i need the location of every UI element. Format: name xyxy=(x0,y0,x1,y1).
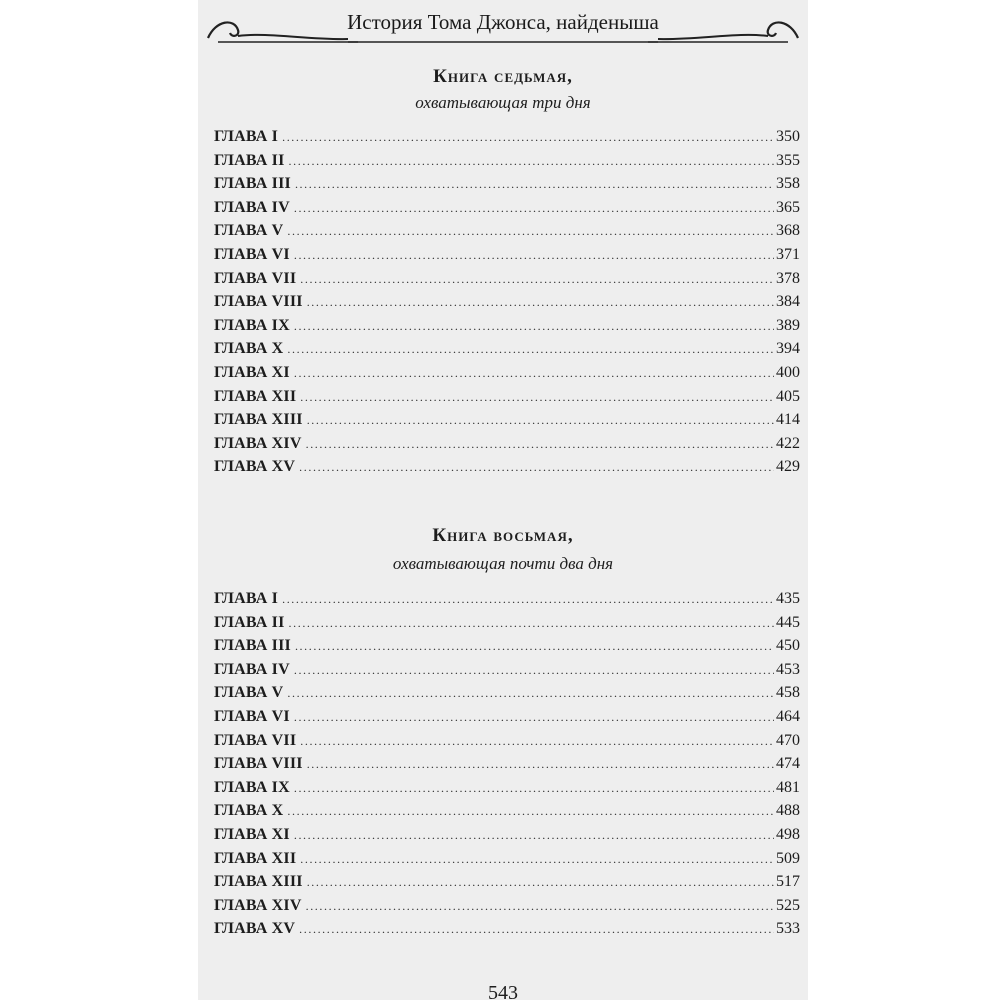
chapter-label: ГЛАВА XII xyxy=(214,387,297,405)
leader-dots xyxy=(307,295,774,310)
leader-dots xyxy=(294,248,774,263)
toc-entry xyxy=(214,222,800,246)
chapter-label: ГЛАВА VIII xyxy=(214,755,303,773)
chapter-label: ГЛАВА X xyxy=(214,802,284,820)
chapter-page-number: 429 xyxy=(776,458,800,476)
toc-entry xyxy=(214,637,800,661)
leader-dots xyxy=(300,272,774,287)
leader-dots xyxy=(287,342,774,357)
toc-entry xyxy=(214,317,800,341)
toc-entry xyxy=(214,128,800,152)
chapter-label: ГЛАВА I xyxy=(214,128,279,145)
leader-dots xyxy=(282,592,774,607)
toc-entry xyxy=(214,779,800,803)
chapter-page-number: 450 xyxy=(776,637,800,655)
leader-dots xyxy=(295,177,774,192)
chapter-page-number: 400 xyxy=(776,363,800,381)
leader-dots xyxy=(300,734,774,749)
leader-dots xyxy=(294,366,774,381)
chapter-page-number: 365 xyxy=(776,198,800,216)
book-page xyxy=(198,0,808,1004)
chapter-page-number: 474 xyxy=(776,755,800,773)
leader-dots xyxy=(287,224,774,239)
toc-entry xyxy=(214,199,800,223)
toc-entry xyxy=(214,175,800,199)
toc-entry xyxy=(214,661,800,685)
toc-entry xyxy=(214,708,800,732)
chapter-page-number: 384 xyxy=(776,293,800,311)
leader-dots xyxy=(294,781,774,796)
toc-entry xyxy=(214,388,800,412)
chapter-page-number: 422 xyxy=(776,434,800,452)
leader-dots xyxy=(289,616,774,631)
leader-dots xyxy=(299,922,774,937)
chapter-page-number: 464 xyxy=(776,707,800,725)
chapter-label: ГЛАВА II xyxy=(214,151,285,169)
chapter-label: ГЛАВА I xyxy=(214,590,279,607)
toc-entry xyxy=(214,732,800,756)
toc-entry xyxy=(214,614,800,638)
page-number: 543 xyxy=(488,982,518,1004)
chapter-page-number: 488 xyxy=(776,802,800,820)
toc-entry xyxy=(214,152,800,176)
toc-entry xyxy=(214,411,800,435)
chapter-page-number: 405 xyxy=(776,387,800,405)
chapter-label: ГЛАВА III xyxy=(214,637,291,655)
leader-dots xyxy=(306,899,774,914)
chapter-page-number: 350 xyxy=(776,128,800,145)
toc-entry xyxy=(214,920,800,944)
chapter-page-number: 414 xyxy=(776,411,800,429)
chapter-page-number: 435 xyxy=(776,590,800,607)
chapter-label: ГЛАВА III xyxy=(214,175,291,193)
running-head xyxy=(198,6,808,46)
chapter-label: ГЛАВА XII xyxy=(214,849,297,867)
leader-dots xyxy=(294,828,774,843)
chapter-page-number: 355 xyxy=(776,151,800,169)
chapter-label: ГЛАВА VII xyxy=(214,269,297,287)
chapter-label: ГЛАВА XIII xyxy=(214,873,303,891)
toc-entry xyxy=(214,435,800,459)
book-7-title: Книга седьмая, xyxy=(433,66,573,87)
toc-entry xyxy=(214,755,800,779)
chapter-page-number: 371 xyxy=(776,245,800,263)
leader-dots xyxy=(287,686,774,701)
leader-dots xyxy=(282,130,774,145)
chapter-label: ГЛАВА XI xyxy=(214,825,290,843)
chapter-page-number: 509 xyxy=(776,849,800,867)
book-7-contents xyxy=(214,128,800,482)
chapter-label: ГЛАВА VI xyxy=(214,245,290,263)
leader-dots xyxy=(294,710,774,725)
chapter-label: ГЛАВА XV xyxy=(214,458,296,476)
chapter-page-number: 378 xyxy=(776,269,800,287)
chapter-label: ГЛАВА IX xyxy=(214,316,290,334)
book-8-subtitle: охватывающая почти два дня xyxy=(392,554,614,573)
chapter-page-number: 470 xyxy=(776,731,800,749)
running-head-title: История Тома Джонса, найденыша xyxy=(347,10,659,34)
toc-entry xyxy=(214,458,800,482)
toc-entry xyxy=(214,364,800,388)
leader-dots xyxy=(307,757,774,772)
chapter-label: ГЛАВА IV xyxy=(214,660,290,678)
toc-entry xyxy=(214,590,800,614)
chapter-page-number: 453 xyxy=(776,660,800,678)
chapter-page-number: 368 xyxy=(776,222,800,240)
chapter-page-number: 533 xyxy=(776,920,800,938)
leader-dots xyxy=(294,663,774,678)
chapter-label: ГЛАВА XV xyxy=(214,920,296,938)
chapter-page-number: 481 xyxy=(776,778,800,796)
leader-dots xyxy=(287,804,774,819)
book-8-title: Книга восьмая, xyxy=(432,525,574,546)
chapter-label: ГЛАВА XIV xyxy=(214,434,302,452)
chapter-label: ГЛАВА VI xyxy=(214,707,290,725)
book-8-contents xyxy=(214,590,800,944)
toc-entry xyxy=(214,873,800,897)
chapter-page-number: 525 xyxy=(776,896,800,914)
chapter-page-number: 445 xyxy=(776,613,800,631)
toc-entry xyxy=(214,826,800,850)
chapter-page-number: 517 xyxy=(776,873,800,891)
chapter-label: ГЛАВА XIV xyxy=(214,896,302,914)
chapter-page-number: 498 xyxy=(776,825,800,843)
chapter-label: ГЛАВА IV xyxy=(214,198,290,216)
toc-entry xyxy=(214,246,800,270)
toc-entry xyxy=(214,270,800,294)
chapter-label: ГЛАВА XIII xyxy=(214,411,303,429)
leader-dots xyxy=(294,319,774,334)
chapter-page-number: 358 xyxy=(776,175,800,193)
toc-entry xyxy=(214,897,800,921)
toc-entry xyxy=(214,684,800,708)
chapter-label: ГЛАВА VIII xyxy=(214,293,303,311)
leader-dots xyxy=(300,852,774,867)
leader-dots xyxy=(295,639,774,654)
leader-dots xyxy=(299,460,774,475)
chapter-label: ГЛАВА XI xyxy=(214,363,290,381)
toc-entry xyxy=(214,340,800,364)
toc-entry xyxy=(214,850,800,874)
leader-dots xyxy=(306,437,774,452)
chapter-label: ГЛАВА VII xyxy=(214,731,297,749)
chapter-page-number: 458 xyxy=(776,684,800,702)
chapter-label: ГЛАВА IX xyxy=(214,778,290,796)
toc-entry xyxy=(214,293,800,317)
chapter-label: ГЛАВА V xyxy=(214,684,284,702)
book-7-subtitle: охватывающая три дня xyxy=(415,93,591,112)
leader-dots xyxy=(307,875,774,890)
chapter-label: ГЛАВА V xyxy=(214,222,284,240)
toc-entry xyxy=(214,802,800,826)
chapter-label: ГЛАВА II xyxy=(214,613,285,631)
leader-dots xyxy=(289,154,774,169)
chapter-page-number: 389 xyxy=(776,316,800,334)
leader-dots xyxy=(307,413,774,428)
leader-dots xyxy=(294,201,774,216)
leader-dots xyxy=(300,390,774,405)
chapter-label: ГЛАВА X xyxy=(214,340,284,358)
chapter-page-number: 394 xyxy=(776,340,800,358)
